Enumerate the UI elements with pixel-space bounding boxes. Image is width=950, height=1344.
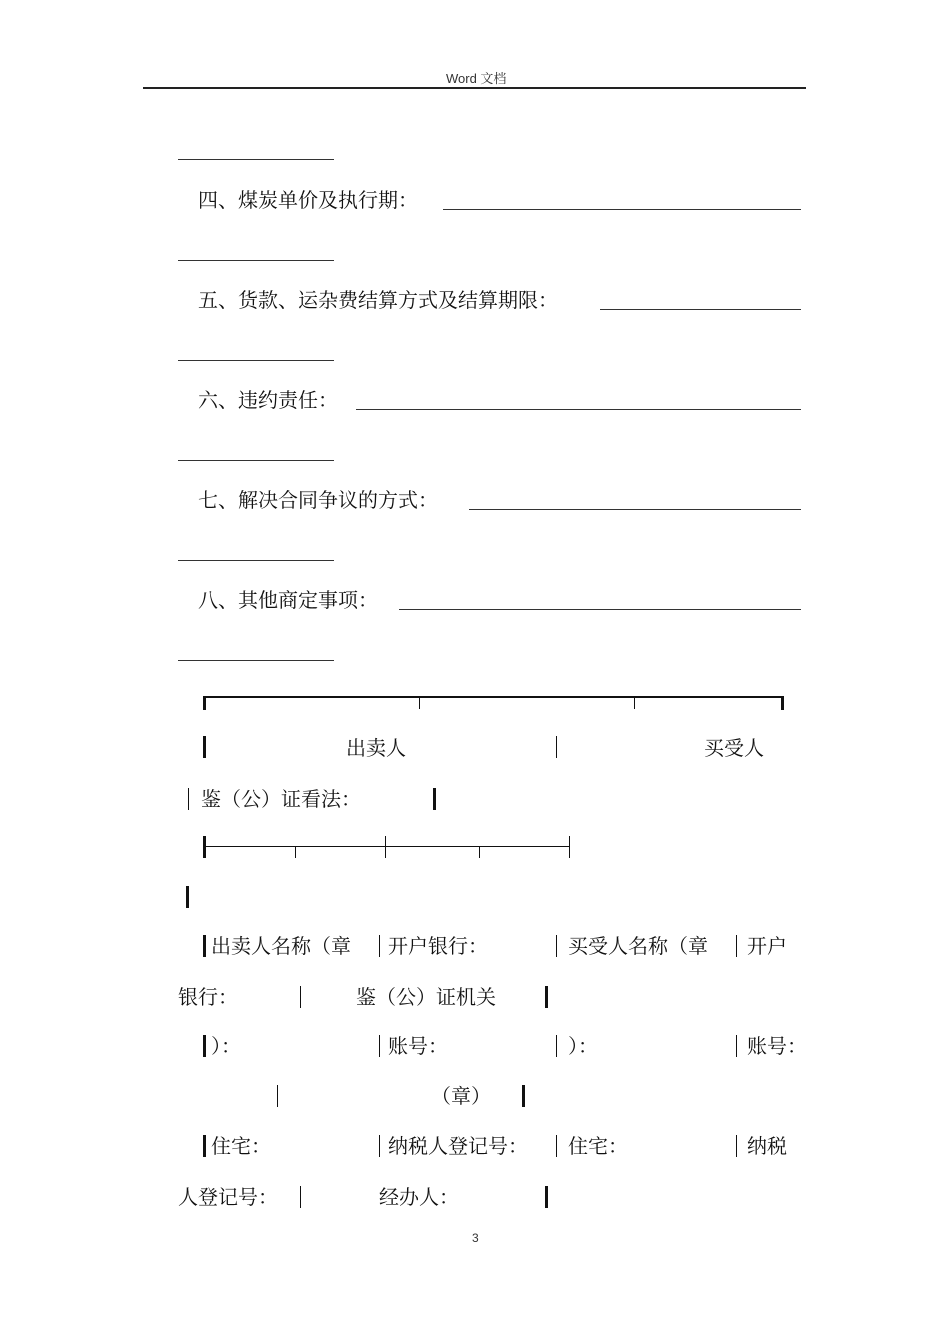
seller-name-close: ）： [211,1034,241,1058]
handler-label: 经办人： [379,1185,459,1209]
cell-border [736,1135,737,1157]
cell-border [277,1085,278,1107]
cell-border [379,935,380,957]
cell-border [203,836,206,858]
cell-border [300,1186,301,1208]
cell-border [203,1135,206,1157]
seller-residence-label: 住宅： [211,1134,271,1158]
clause-4-label: 四、煤炭单价及执行期： [198,188,418,212]
notary-office-label: 鉴（公）证机关 [356,985,496,1009]
clause-6-label: 六、违约责任： [198,388,338,412]
table-tick [569,836,570,858]
clause-5-label: 五、货款、运杂费结算方式及结算期限： [198,288,558,312]
cell-border [203,736,206,758]
cell-border [556,1135,557,1157]
cell-border [556,1035,557,1057]
buyer-residence-label: 住宅： [568,1134,628,1158]
cell-border [203,935,206,957]
seller-name-label: 出卖人名称（章 [211,934,351,958]
blank-line [178,260,334,261]
buyer-taxpayer-label-part2: 人登记号： [178,1185,278,1209]
seller-account-label: 账号： [388,1034,448,1058]
buyer-bank-label-part1: 开户 [747,934,787,958]
page-header-title: Word 文档 [446,71,507,86]
notary-opinion-label: 鉴（公）证看法： [201,787,361,811]
blank-line [178,159,334,160]
blank-line [178,660,334,661]
cell-border [379,1035,380,1057]
buyer-bank-label-part2: 银行： [178,985,238,1009]
cell-border [433,788,436,810]
cell-border [736,935,737,957]
blank-line [178,560,334,561]
buyer-taxpayer-label-part1: 纳税 [747,1134,787,1158]
table-top-border [203,696,784,698]
cell-border [556,935,557,957]
clause-4-fill-line[interactable] [443,209,801,210]
table-tick [385,836,386,858]
buyer-name-label: 买受人名称（章 [568,934,708,958]
cell-border [186,886,189,908]
table-tick [634,697,635,709]
table-tick [479,846,480,858]
cell-border [545,1186,548,1208]
cell-border [545,986,548,1008]
table-corner-right [781,696,784,710]
table-cross-rule [206,846,570,847]
blank-line [178,360,334,361]
cell-border [203,1035,206,1057]
blank-line [178,460,334,461]
cell-border [522,1085,525,1107]
buyer-heading: 买受人 [704,736,764,760]
seal-label: （章） [431,1084,491,1108]
page-number: 3 [472,1231,479,1245]
clause-6-fill-line[interactable] [356,409,801,410]
seller-heading: 出卖人 [346,736,406,760]
clause-7-fill-line[interactable] [469,509,801,510]
header-divider [143,87,806,89]
seller-bank-label: 开户银行： [388,934,488,958]
cell-border [300,986,301,1008]
cell-border [188,788,189,810]
cell-border [736,1035,737,1057]
clause-8-fill-line[interactable] [399,609,801,610]
clause-8-label: 八、其他商定事项： [198,588,378,612]
table-corner-left [203,696,206,710]
cell-border [556,736,557,758]
buyer-name-close: ）： [568,1034,598,1058]
clause-5-fill-line[interactable] [600,309,801,310]
seller-taxpayer-label: 纳税人登记号： [388,1134,528,1158]
clause-7-label: 七、解决合同争议的方式： [198,488,438,512]
table-tick [419,697,420,709]
buyer-account-label: 账号： [747,1034,807,1058]
table-tick [295,846,296,858]
cell-border [379,1135,380,1157]
